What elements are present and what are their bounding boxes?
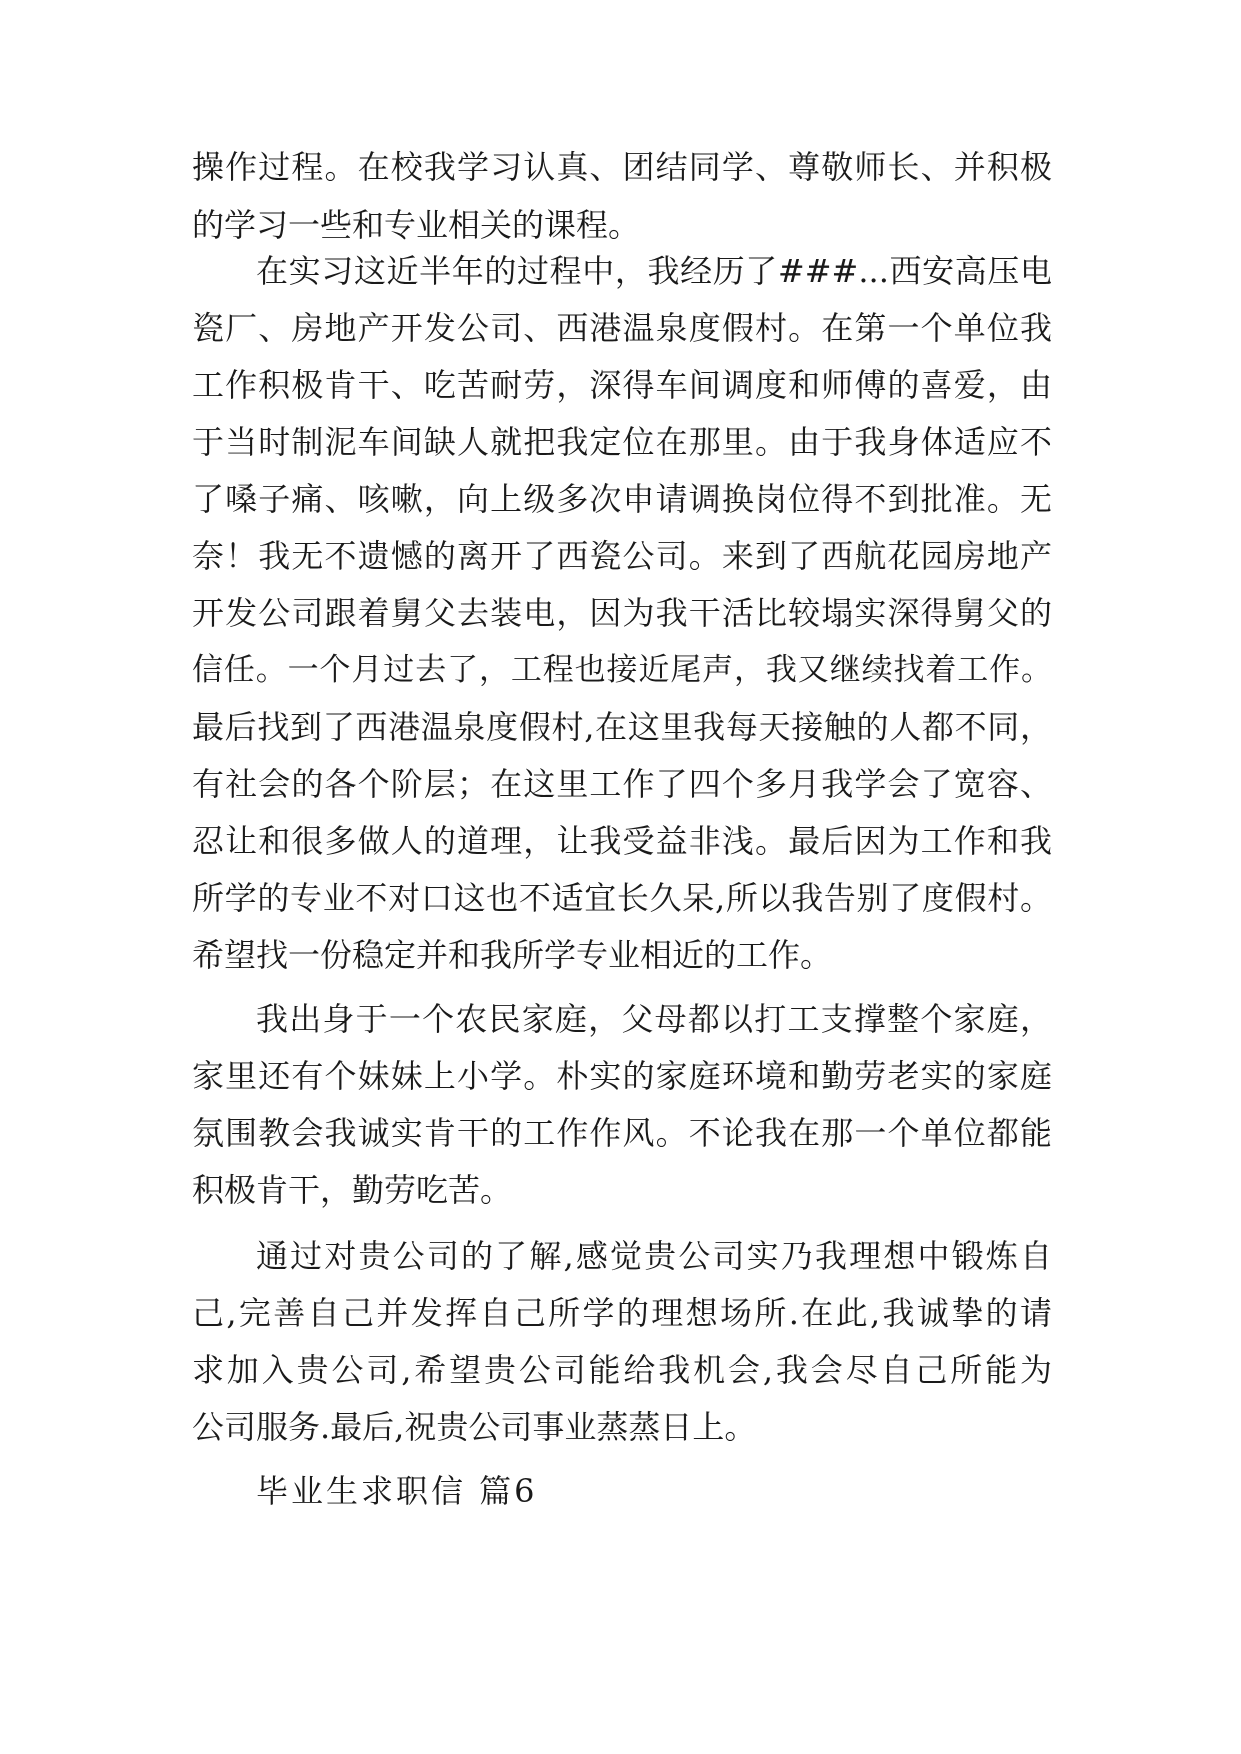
paragraph-3-line-3: 氛围教会我诚实肯干的工作作风。不论我在那一个单位都能 (192, 1114, 1052, 1152)
paragraph-2-line-11: 忍让和很多做人的道理，让我受益非浅。最后因为工作和我 (192, 822, 1052, 860)
paragraph-1-line-2: 的学习一些和专业相关的课程。 (192, 206, 641, 244)
paragraph-3-line-1: 我出身于一个农民家庭，父母都以打工支撑整个家庭， (256, 1000, 1052, 1038)
paragraph-4-line-4: 公司服务.最后,祝贵公司事业蒸蒸日上。 (192, 1408, 757, 1446)
paragraph-3-line-2: 家里还有个妹妹上小学。朴实的家庭环境和勤劳老实的家庭 (192, 1057, 1052, 1095)
paragraph-4-line-3: 求加入贵公司,希望贵公司能给我机会,我会尽自己所能为 (192, 1351, 1052, 1389)
paragraph-2-line-10: 有社会的各个阶层；在这里工作了四个多月我学会了宽容、 (192, 765, 1052, 803)
section-heading: 毕业生求职信 篇6 (256, 1472, 538, 1510)
paragraph-2-line-1: 在实习这近半年的过程中，我经历了###...西安高压电 (256, 252, 1052, 290)
paragraph-2-line-13: 希望找一份稳定并和我所学专业相近的工作。 (192, 936, 833, 974)
paragraph-2-line-5: 了嗓子痛、咳嗽，向上级多次申请调换岗位得不到批准。无 (192, 480, 1052, 518)
paragraph-1-line-1: 操作过程。在校我学习认真、团结同学、尊敬师长、并积极 (192, 148, 1052, 186)
paragraph-2-line-2: 瓷厂、房地产开发公司、西港温泉度假村。在第一个单位我 (192, 309, 1052, 347)
paragraph-2-line-7: 开发公司跟着舅父去装电，因为我干活比较塌实深得舅父的 (192, 594, 1052, 632)
paragraph-2-line-3: 工作积极肯干、吃苦耐劳，深得车间调度和师傅的喜爱，由 (192, 366, 1052, 404)
paragraph-4-line-1: 通过对贵公司的了解,感觉贵公司实乃我理想中锻炼自 (256, 1237, 1052, 1275)
paragraph-2-line-9: 最后找到了西港温泉度假村,在这里我每天接触的人都不同， (192, 708, 1052, 746)
paragraph-2-line-6: 奈！我无不遗憾的离开了西瓷公司。来到了西航花园房地产 (192, 537, 1052, 575)
paragraph-2-line-12: 所学的专业不对口这也不适宜长久呆,所以我告别了度假村。 (192, 879, 1052, 917)
paragraph-3-line-4: 积极肯干，勤劳吃苦。 (192, 1171, 513, 1209)
paragraph-4-line-2: 己,完善自己并发挥自己所学的理想场所.在此,我诚挚的请 (192, 1294, 1052, 1332)
paragraph-2-line-8: 信任。一个月过去了，工程也接近尾声，我又继续找着工作。 (192, 652, 1052, 688)
paragraph-2-line-4: 于当时制泥车间缺人就把我定位在那里。由于我身体适应不 (192, 423, 1052, 461)
